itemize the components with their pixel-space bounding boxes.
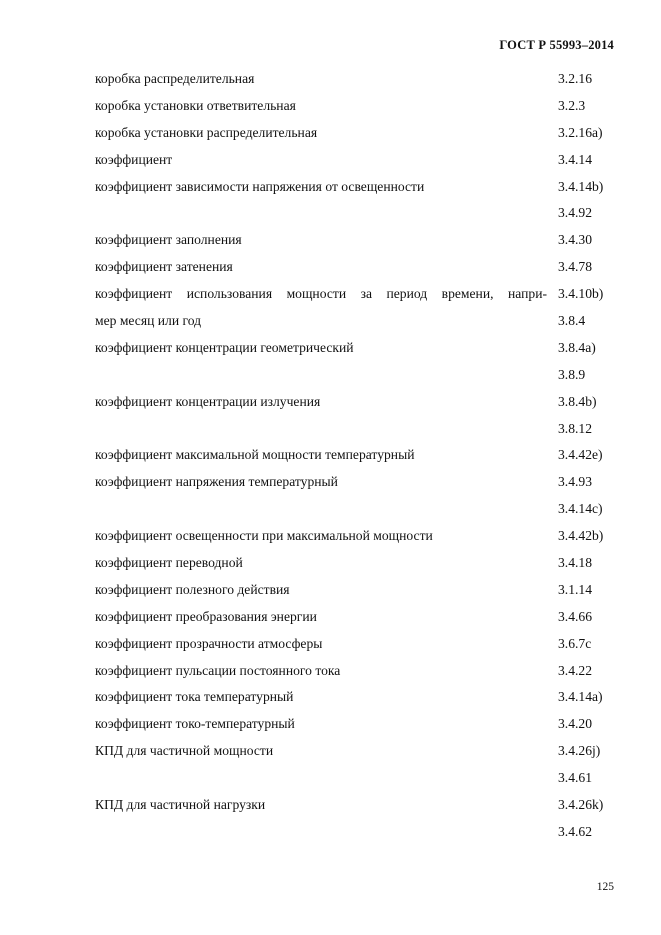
index-term: коэффициент концентрации геометрический (95, 339, 354, 355)
index-entry-row (0, 442, 661, 469)
index-term: коробка установки распределительная (95, 124, 318, 140)
index-entry-row (0, 66, 661, 93)
index-clause-reference: 3.4.18 (558, 555, 592, 571)
index-clause-reference: 3.4.26j) (558, 743, 601, 759)
index-entry-row (0, 227, 661, 254)
index-entry-row (0, 496, 661, 523)
index-term: коэффициент концентрации излучения (95, 393, 321, 409)
index-entry-row (0, 684, 661, 711)
index-clause-reference: 3.4.14c) (558, 501, 603, 517)
index-term: коэффициент полезного действия (95, 581, 290, 597)
index-clause-reference: 3.8.4a) (558, 339, 596, 355)
index-clause-reference: 3.4.61 (558, 770, 592, 786)
index-clause-reference: 3.4.14b) (558, 178, 604, 194)
index-term: коробка распределительная (95, 71, 255, 86)
index-clause-reference: 3.4.22 (558, 662, 592, 678)
index-term: КПД для частичной мощности (95, 743, 274, 759)
index-clause-reference: 3.4.42b) (558, 528, 604, 544)
index-term: коэффициент затенения (95, 259, 233, 275)
index-clause-reference: 3.4.30 (558, 232, 592, 248)
index-term: коэффициент переводной (95, 555, 243, 571)
index-term: коэффициент заполнения (95, 232, 242, 248)
index-entry-row (0, 174, 661, 201)
index-entry-row (0, 631, 661, 658)
index-term: коэффициент напряжения температурный (95, 474, 338, 490)
index-term: коэффициент пульсации постоянного тока (95, 662, 341, 678)
index-entry-row (0, 577, 661, 604)
index-entry-row (0, 308, 661, 335)
index-term: коэффициент освещенности при максимальной мощности (95, 528, 433, 544)
index-term: коробка установки ответвительная (95, 97, 296, 113)
index-entry-row (0, 819, 661, 846)
index-clause-reference: 3.4.93 (558, 474, 592, 490)
index-entry-row (0, 362, 661, 389)
index-entry-row (0, 765, 661, 792)
index-clause-reference: 3.4.78 (558, 259, 592, 275)
document-standard-header: ГОСТ Р 55993–2014 (499, 38, 614, 52)
index-clause-reference: 3.8.4 (558, 313, 586, 329)
index-entry-row (0, 658, 661, 685)
index-entry-row (0, 523, 661, 550)
index-clause-reference: 3.4.26k) (558, 797, 604, 813)
index-entry-row (0, 604, 661, 631)
index-term: мер месяц или год (95, 313, 202, 329)
index-entry-row (0, 469, 661, 496)
index-clause-reference: 3.4.20 (558, 716, 592, 732)
index-clause-reference: 3.1.14 (558, 581, 592, 597)
index-term: коэффициент зависимости напряжения от освещенности (95, 178, 425, 194)
index-entry-row (0, 711, 661, 738)
index-entry-row (0, 738, 661, 765)
index-entry-row (0, 792, 661, 819)
index-term: коэффициент прозрачности атмосферы (95, 635, 323, 651)
index-clause-reference: 3.4.42e) (558, 447, 603, 463)
index-clause-reference: 3.4.62 (558, 823, 592, 839)
index-clause-reference: 3.6.7c (558, 635, 592, 651)
index-entry-row (0, 416, 661, 443)
index-term: коэффициент максимальной мощности температурный (95, 447, 415, 463)
index-clause-reference: 3.4.66 (558, 608, 592, 624)
index-term: коэффициент тока температурный (95, 689, 294, 705)
index-term: коэффициент (95, 151, 173, 167)
index-entry-row (0, 120, 661, 147)
index-entry-row (0, 281, 661, 308)
index-term: коэффициент токо-температурный (95, 716, 295, 732)
index-term: КПД для частичной нагрузки (95, 797, 266, 813)
index-clause-reference: 3.8.4b) (558, 393, 597, 409)
index-entry-list (0, 66, 661, 846)
index-clause-reference: 3.2.16a) (558, 124, 603, 140)
index-term: коэффициент преобразования энергии (95, 608, 317, 624)
index-term: коэффициент использования мощности за период времени, напри- (95, 286, 547, 302)
index-entry-row (0, 200, 661, 227)
page-number: 125 (596, 881, 614, 893)
index-clause-reference: 3.8.12 (558, 420, 592, 436)
index-entry-row (0, 93, 661, 120)
index-clause-reference: 3.8.9 (558, 366, 586, 382)
index-entry-row (0, 550, 661, 577)
index-entry-row (0, 335, 661, 362)
index-clause-reference: 3.4.92 (558, 205, 592, 221)
index-clause-reference: 3.2.16 (558, 71, 592, 86)
index-entry-row (0, 389, 661, 416)
index-clause-reference: 3.4.14a) (558, 689, 603, 705)
index-clause-reference: 3.4.14 (558, 151, 592, 167)
index-clause-reference: 3.2.3 (558, 97, 586, 113)
index-entry-row (0, 147, 661, 174)
index-entry-row (0, 254, 661, 281)
index-clause-reference: 3.4.10b) (558, 286, 604, 302)
